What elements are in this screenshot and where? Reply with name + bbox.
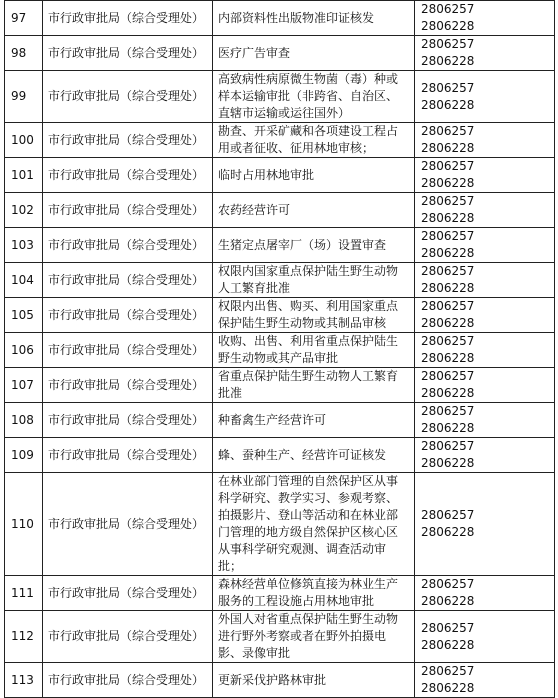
department-cell: 市行政审批局（综合受理处） <box>43 576 213 611</box>
table-row <box>5 663 555 698</box>
row-number: 100 <box>5 123 43 158</box>
phone-1: 2806257 <box>421 194 475 208</box>
phone-2: 2806228 <box>421 54 475 68</box>
phone-1: 2806257 <box>421 159 475 173</box>
table-row <box>5 473 555 576</box>
item-cell: 权限内国家重点保护陆生野生动物人工繁育批准 <box>213 263 415 298</box>
department-cell: 市行政审批局（综合受理处） <box>43 158 213 193</box>
phone-1: 2806257 <box>421 404 475 418</box>
item-cell: 内部资料性出版物准印证核发 <box>213 1 415 36</box>
phone-cell <box>415 228 555 263</box>
phone-cell <box>415 298 555 333</box>
phone-1: 2806257 <box>421 369 475 383</box>
table-row <box>5 71 555 123</box>
phone-1: 2806257 <box>421 577 475 591</box>
department-cell: 市行政审批局（综合受理处） <box>43 438 213 473</box>
phone-2: 2806228 <box>421 19 475 33</box>
table-row <box>5 298 555 333</box>
phone-cell <box>415 1 555 36</box>
phone-1: 2806257 <box>421 664 475 678</box>
phone-1: 2806257 <box>421 508 475 522</box>
row-number: 110 <box>5 473 43 576</box>
table-row <box>5 158 555 193</box>
phone-cell <box>415 438 555 473</box>
department-cell: 市行政审批局（综合受理处） <box>43 298 213 333</box>
phone-2: 2806228 <box>421 681 475 695</box>
department-cell: 市行政审批局（综合受理处） <box>43 263 213 298</box>
item-cell: 在林业部门管理的自然保护区从事科学研究、教学实习、参观考察、拍摄影片、登山等活动和在林业部门管理的地方级自然保护区核心区从事科学研究观测、调查活动审批； <box>213 473 415 576</box>
phone-cell <box>415 473 555 576</box>
phone-2: 2806228 <box>421 141 475 155</box>
department-cell: 市行政审批局（综合受理处） <box>43 473 213 576</box>
row-number: 109 <box>5 438 43 473</box>
phone-2: 2806228 <box>421 176 475 190</box>
department-cell: 市行政审批局（综合受理处） <box>43 123 213 158</box>
phone-cell <box>415 611 555 663</box>
phone-2: 2806228 <box>421 637 475 652</box>
phone-cell <box>415 576 555 611</box>
phone-2: 2806228 <box>421 246 475 260</box>
department-cell: 市行政审批局（综合受理处） <box>43 663 213 698</box>
table-row <box>5 368 555 403</box>
phone-1: 2806257 <box>421 264 475 278</box>
row-number: 101 <box>5 158 43 193</box>
row-number: 113 <box>5 663 43 698</box>
department-cell: 市行政审批局（综合受理处） <box>43 1 213 36</box>
row-number: 106 <box>5 333 43 368</box>
phone-2: 2806228 <box>421 97 475 112</box>
phone-2: 2806228 <box>421 456 475 470</box>
department-cell: 市行政审批局（综合受理处） <box>43 71 213 123</box>
row-number: 111 <box>5 576 43 611</box>
phone-1: 2806257 <box>421 439 475 453</box>
phone-cell <box>415 263 555 298</box>
phone-cell <box>415 71 555 123</box>
item-cell: 医疗广告审查 <box>213 36 415 71</box>
table-row <box>5 611 555 663</box>
phone-1: 2806257 <box>421 334 475 348</box>
item-cell: 生猪定点屠宰厂（场）设置审查 <box>213 228 415 263</box>
table-body <box>5 1 555 698</box>
row-number: 104 <box>5 263 43 298</box>
table-row <box>5 576 555 611</box>
table-row <box>5 333 555 368</box>
row-number: 108 <box>5 403 43 438</box>
phone-cell <box>415 193 555 228</box>
item-cell: 种畜禽生产经营许可 <box>213 403 415 438</box>
table-row <box>5 438 555 473</box>
item-cell: 农药经营许可 <box>213 193 415 228</box>
table-row <box>5 403 555 438</box>
phone-2: 2806228 <box>421 594 475 608</box>
row-number: 99 <box>5 71 43 123</box>
phone-1: 2806257 <box>421 37 475 51</box>
phone-cell <box>415 333 555 368</box>
phone-cell <box>415 403 555 438</box>
item-cell: 勘查、开采矿藏和各项建设工程占用或者征收、征用林地审核； <box>213 123 415 158</box>
department-cell: 市行政审批局（综合受理处） <box>43 228 213 263</box>
item-cell: 外国人对省重点保护陆生野生动物进行野外考察或者在野外拍摄电影、录像审批 <box>213 611 415 663</box>
row-number: 98 <box>5 36 43 71</box>
phone-1: 2806257 <box>421 620 475 635</box>
phone-2: 2806228 <box>421 351 475 365</box>
row-number: 103 <box>5 228 43 263</box>
phone-cell <box>415 123 555 158</box>
item-cell: 森林经营单位修筑直接为林业生产服务的工程设施占用林地审批 <box>213 576 415 611</box>
item-cell: 高致病性病原微生物菌（毒）种或样本运输审批（非跨省、自治区、直辖市运输或运往国外） <box>213 71 415 123</box>
item-cell: 临时占用林地审批 <box>213 158 415 193</box>
row-number: 105 <box>5 298 43 333</box>
table-row <box>5 228 555 263</box>
phone-2: 2806228 <box>421 386 475 400</box>
phone-2: 2806228 <box>421 281 475 295</box>
department-cell: 市行政审批局（综合受理处） <box>43 193 213 228</box>
department-cell: 市行政审批局（综合受理处） <box>43 403 213 438</box>
phone-1: 2806257 <box>421 229 475 243</box>
table-row <box>5 263 555 298</box>
table-row <box>5 193 555 228</box>
row-number: 107 <box>5 368 43 403</box>
phone-1: 2806257 <box>421 2 475 16</box>
phone-2: 2806228 <box>421 525 475 539</box>
item-cell: 蜂、蚕种生产、经营许可证核发 <box>213 438 415 473</box>
phone-2: 2806228 <box>421 421 475 435</box>
department-cell: 市行政审批局（综合受理处） <box>43 333 213 368</box>
phone-cell <box>415 368 555 403</box>
table-row <box>5 36 555 71</box>
table-row <box>5 123 555 158</box>
phone-2: 2806228 <box>421 211 475 225</box>
phone-1: 2806257 <box>421 124 475 138</box>
row-number: 102 <box>5 193 43 228</box>
phone-2: 2806228 <box>421 316 475 330</box>
phone-1: 2806257 <box>421 80 475 95</box>
phone-1: 2806257 <box>421 299 475 313</box>
table-row <box>5 1 555 36</box>
department-cell: 市行政审批局（综合受理处） <box>43 36 213 71</box>
phone-cell <box>415 36 555 71</box>
department-cell: 市行政审批局（综合受理处） <box>43 611 213 663</box>
row-number: 112 <box>5 611 43 663</box>
phone-cell <box>415 663 555 698</box>
item-cell: 更新采伐护路林审批 <box>213 663 415 698</box>
item-cell: 收购、出售、利用省重点保护陆生野生动物或其产品审批 <box>213 333 415 368</box>
approval-items-table <box>4 0 555 698</box>
item-cell: 省重点保护陆生野生动物人工繁育批准 <box>213 368 415 403</box>
phone-cell <box>415 158 555 193</box>
department-cell: 市行政审批局（综合受理处） <box>43 368 213 403</box>
item-cell: 权限内出售、购买、利用国家重点保护陆生野生动物或其制品审核 <box>213 298 415 333</box>
row-number: 97 <box>5 1 43 36</box>
